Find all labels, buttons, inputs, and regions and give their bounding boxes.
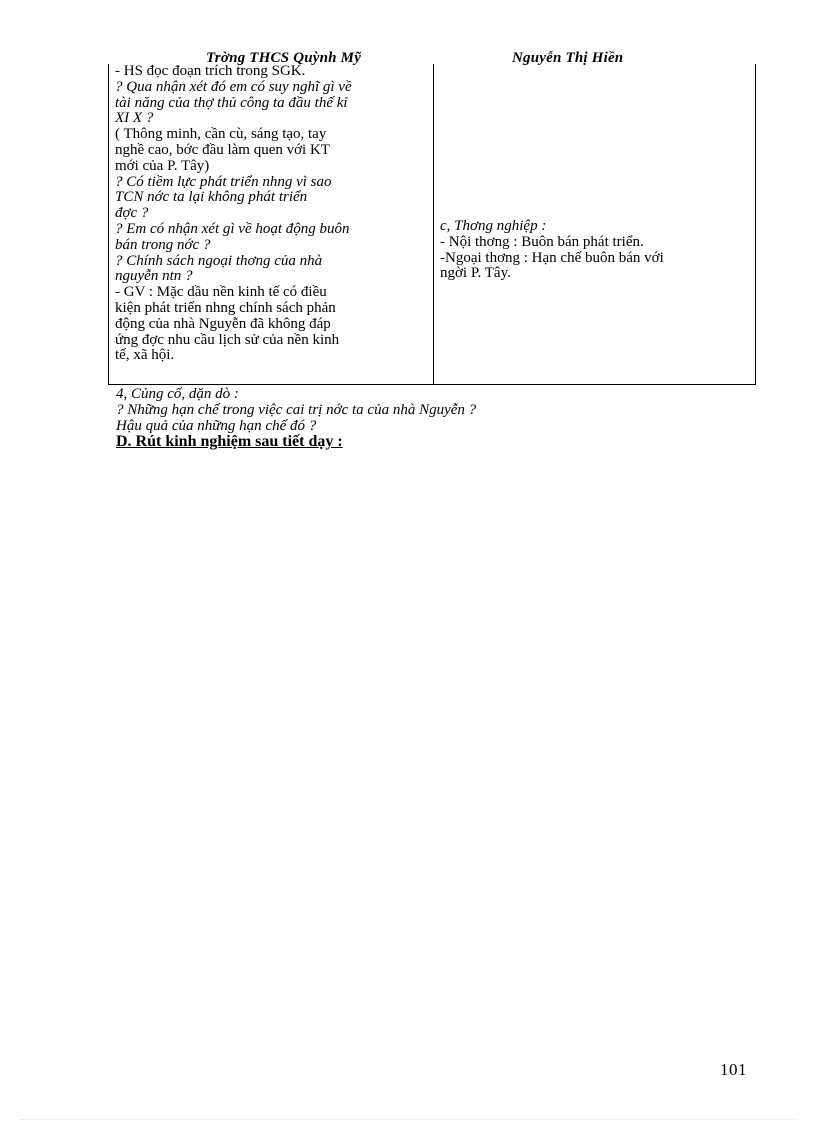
footer-dotted-line [20,1119,796,1120]
table-line: ứng đợc nhu cầu lịch sử của nền kinh [115,331,340,348]
table-line: -Ngoại thơng : Hạn chế buôn bán với [440,249,664,266]
table-line: nguyễn ntn ? [115,268,193,285]
header-teacher: Nguyễn Thị Hiền [512,50,624,66]
experience-heading: D. Rút kinh nghiệm sau tiết dạy : [116,433,343,451]
table-line: - HS đọc đoạn trích trong SGK. [115,63,306,79]
section-title: 4, Củng cố, dặn dò : [116,386,239,402]
table-line: ngời P. Tây. [440,265,511,282]
table-line: XI X ? [115,110,154,127]
section-title: c, Thơng nghiệp : [440,218,547,234]
table-line: TCN nớc ta lại không phát triển [115,189,308,206]
table-line: động của nhà Nguyễn đã không đáp [115,315,331,332]
table-left-column [115,64,427,364]
table-right-column [440,219,750,282]
table-line: tài năng của thợ thủ công ta đầu thế kỉ [115,94,348,111]
question-line: ? Những hạn chế trong việc cai trị nớc ta của nhà Nguyễn ? [116,401,477,418]
table-line: ? Em có nhận xét gì về hoạt động buôn [115,220,350,237]
table-line: nghề cao, bớc đầu làm quen với KT [115,141,330,158]
page-number: 101 [720,1060,747,1079]
table-line: ( Thông minh, cần cù, sáng tạo, tay [115,126,327,143]
table-line: bán trong nớc ? [115,236,211,253]
table-line: ? Chính sách ngoại thơng của nhà [115,252,323,269]
question-line: Hậu quả của những hạn chế đó ? [116,417,317,434]
table-line: tế, xã hội. [115,347,175,364]
table-line: ? Qua nhận xét đó em có suy nghĩ gì về [115,78,352,95]
header-school: Trờng THCS Quỳnh Mỹ [206,50,362,66]
table-line: kiện phát triển nhng chính sách phản [115,299,336,316]
table-line: - GV : Mặc dầu nền kinh tế có điều [115,284,327,301]
table-line: ? Có tiềm lực phát triển nhng vì sao [115,173,332,190]
table-line: mới của P. Tây) [115,157,210,174]
table-line: - Nội thơng : Buôn bán phát triển. [440,233,644,250]
consolidation-section [116,387,476,450]
lesson-table [108,64,756,385]
column-divider [433,64,434,384]
table-line: đợc ? [115,205,149,222]
